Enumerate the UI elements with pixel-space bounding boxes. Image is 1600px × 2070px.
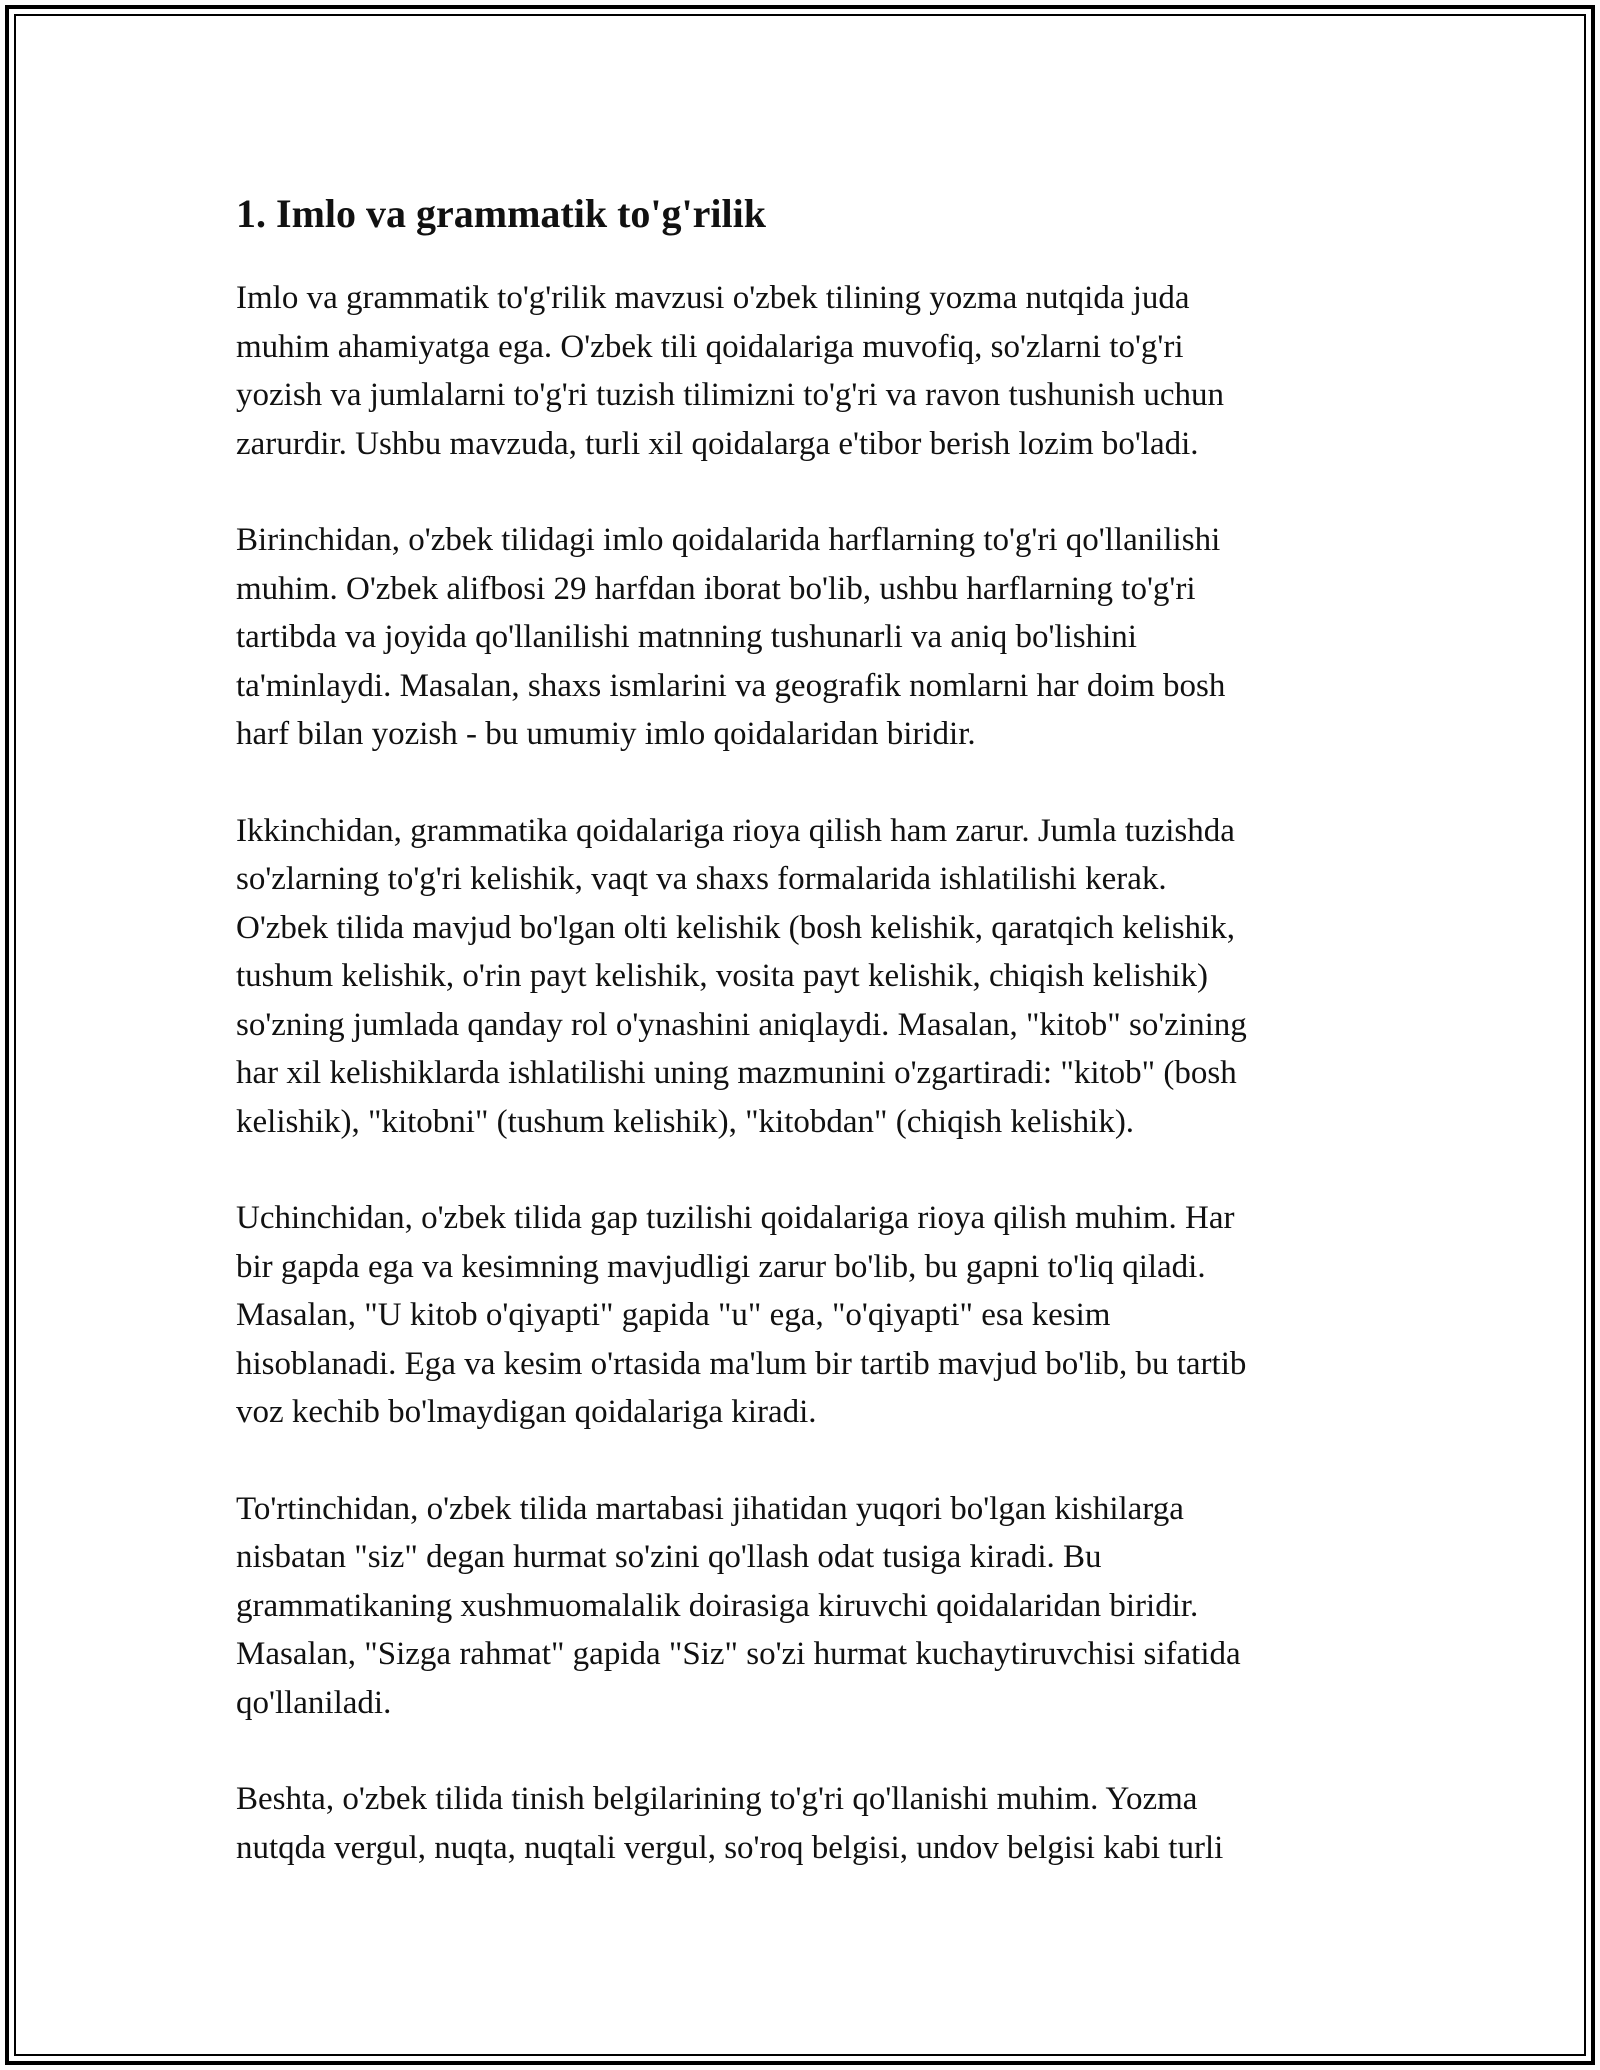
paragraph-line: har xil kelishiklarda ishlatilishi uning mazmunini o'zgartiradi: "kitob" (bosh	[236, 1055, 1237, 1091]
paragraph-line: Masalan, "Sizga rahmat" gapida "Siz" so'zi hurmat kuchaytiruvchisi sifatida	[236, 1636, 1241, 1672]
paragraph-line: Uchinchidan, o'zbek tilida gap tuzilishi qoidalariga rioya qilish muhim. Har	[236, 1200, 1235, 1236]
paragraph-line: tartibda va joyida qo'llanilishi matnning tushunarli va aniq bo'lishini	[236, 619, 1137, 655]
paragraph-line: O'zbek tilida mavjud bo'lgan olti kelishik (bosh kelishik, qaratqich kelishik,	[236, 909, 1235, 946]
paragraph-line: voz kechib bo'lmaydigan qoidalariga kiradi.	[236, 1394, 817, 1430]
paragraph-3	[236, 807, 1376, 1147]
paragraph-line: so'zlarning to'g'ri kelishik, vaqt va shaxs formalarida ishlatilishi kerak.	[236, 861, 1167, 897]
paragraph-line: hisoblanadi. Ega va kesim o'rtasida ma'lum bir tartib mavjud bo'lib, bu tartib	[236, 1345, 1247, 1382]
document-page	[236, 186, 1376, 1920]
paragraph-5	[236, 1485, 1376, 1728]
paragraph-line: kelishik), "kitobni" (tushum kelishik), "kitobdan" (chiqish kelishik).	[236, 1103, 1135, 1140]
paragraph-line: muhim. O'zbek alifbosi 29 harfdan iborat bo'lib, ushbu harflarning to'g'ri	[236, 570, 1196, 607]
paragraph-line: Ikkinchidan, grammatika qoidalariga rioya qilish ham zarur. Jumla tuzishda	[236, 812, 1235, 849]
paragraph-line: nisbatan "siz" degan hurmat so'zini qo'llash odat tusiga kiradi. Bu	[236, 1539, 1102, 1575]
paragraph-line: grammatikaning xushmuomalalik doirasiga kiruvchi qoidalaridan biridir.	[236, 1587, 1199, 1624]
paragraph-line: ta'minlaydi. Masalan, shaxs ismlarini va geografik nomlarni har doim bosh	[236, 667, 1226, 704]
paragraph-line: Masalan, "U kitob o'qiyapti" gapida "u" ega, "o'qiyapti" esa kesim	[236, 1297, 1111, 1333]
paragraph-6	[236, 1775, 1376, 1872]
paragraph-line: muhim ahamiyatga ega. O'zbek tili qoidalariga muvofiq, so'zlarni to'g'ri	[236, 328, 1184, 365]
paragraph-line: Imlo va grammatik to'g'rilik mavzusi o'zbek tilining yozma nutqida juda	[236, 280, 1190, 316]
paragraph-line: Birinchidan, o'zbek tilidagi imlo qoidalarida harflarning to'g'ri qo'llanilishi	[236, 522, 1221, 558]
paragraph-line: so'zning jumlada qanday rol o'ynashini aniqlaydi. Masalan, "kitob" so'zining	[236, 1006, 1247, 1043]
paragraph-line: harf bilan yozish - bu umumiy imlo qoidalaridan biridir.	[236, 716, 976, 752]
paragraph-2	[236, 516, 1376, 759]
paragraph-1	[236, 274, 1376, 468]
paragraph-line: To'rtinchidan, o'zbek tilida martabasi jihatidan yuqori bo'lgan kishilarga	[236, 1490, 1184, 1527]
paragraph-line: bir gapda ega va kesimning mavjudligi zarur bo'lib, bu gapni to'liq qiladi.	[236, 1248, 1206, 1285]
paragraph-line: tushum kelishik, o'rin payt kelishik, vosita payt kelishik, chiqish kelishik)	[236, 958, 1209, 994]
paragraph-line: qo'llaniladi.	[236, 1684, 392, 1721]
paragraph-line: zarurdir. Ushbu mavzuda, turli xil qoidalarga e'tibor berish lozim bo'ladi.	[236, 425, 1199, 462]
section-heading: 1. Imlo va grammatik to'g'rilik	[236, 191, 766, 236]
paragraph-line: nutqda vergul, nuqta, nuqtali vergul, so'roq belgisi, undov belgisi kabi turli	[236, 1829, 1224, 1866]
paragraph-line: yozish va jumlalarni to'g'ri tuzish tilimizni to'g'ri va ravon tushunish uchun	[236, 377, 1224, 413]
paragraph-line: Beshta, o'zbek tilida tinish belgilarining to'g'ri qo'llanishi muhim. Yozma	[236, 1781, 1198, 1817]
paragraph-4	[236, 1194, 1376, 1437]
